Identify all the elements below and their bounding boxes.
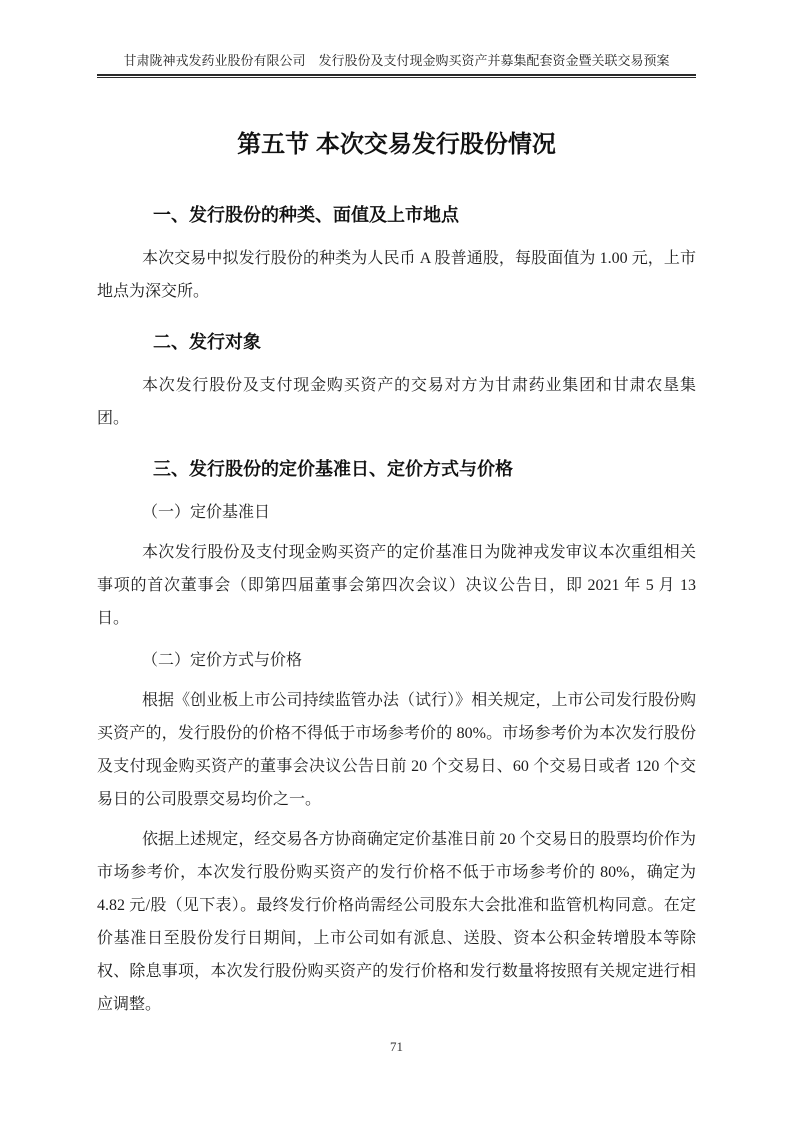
- page-content: [97, 0, 696, 1021]
- page-number: 71: [390, 1039, 403, 1054]
- section-2-paragraph: 本次发行股份及支付现金购买资产的交易对方为甘肃药业集团和甘肃农垦集团。: [97, 377, 696, 427]
- section-heading-3: 三、发行股份的定价基准日、定价方式与价格: [153, 459, 513, 479]
- subsection-2-paragraph-2: 依据上述规定，经交易各方协商确定定价基准日前 20 个交易日的股票均价作为市场参考价，本次发行股份购买资产的发行价格不低于市场参考价的 80%，确定为 4.82 元/股（见下表）。最终发行价格尚需经公司股东大会批准和监管机构同意。在定价基准日至股份发行日期间，上市公司如有派息、送股、资本公积金转增股本等除权、除息事项，本次发行股份购买资产的发行价格和发行数量将按照有关规定进行相应调整。: [97, 831, 696, 1013]
- page-header: [97, 0, 696, 78]
- section-heading-2: 二、发行对象: [153, 332, 261, 352]
- subsection-1-paragraph: 本次发行股份及支付现金购买资产的定价基准日为陇神戎发审议本次重组相关事项的首次董事会（即第四届董事会第四次会议）决议公告日，即 2021 年 5 月 13 日。: [97, 544, 696, 627]
- subsection-2-paragraph-1: 根据《创业板上市公司持续监管办法（试行）》相关规定，上市公司发行股份购买资产的，发行股份的价格不得低于市场参考价的 80%。市场参考价为本次发行股份及支付现金购买资产的董事会决议公告日前 20 个交易日、60 个交易日或者 120 个交易日的公司股票交易均价之一。: [97, 692, 696, 808]
- section-1-paragraph: 本次交易中拟发行股份的种类为人民币 A 股普通股，每股面值为 1.00 元，上市地点为深交所。: [97, 250, 696, 300]
- page-header-text: 甘肃陇神戎发药业股份有限公司 发行股份及支付现金购买资产并募集配套资金暨关联交易预案: [123, 53, 670, 68]
- subsection-heading-2: （二）定价方式与价格: [142, 652, 303, 669]
- document-title: 第五节 本次交易发行股份情况: [237, 131, 556, 158]
- subsection-heading-1: （一）定价基准日: [142, 504, 271, 521]
- header-divider: [97, 74, 696, 78]
- section-heading-1: 一、发行股份的种类、面值及上市地点: [153, 205, 459, 225]
